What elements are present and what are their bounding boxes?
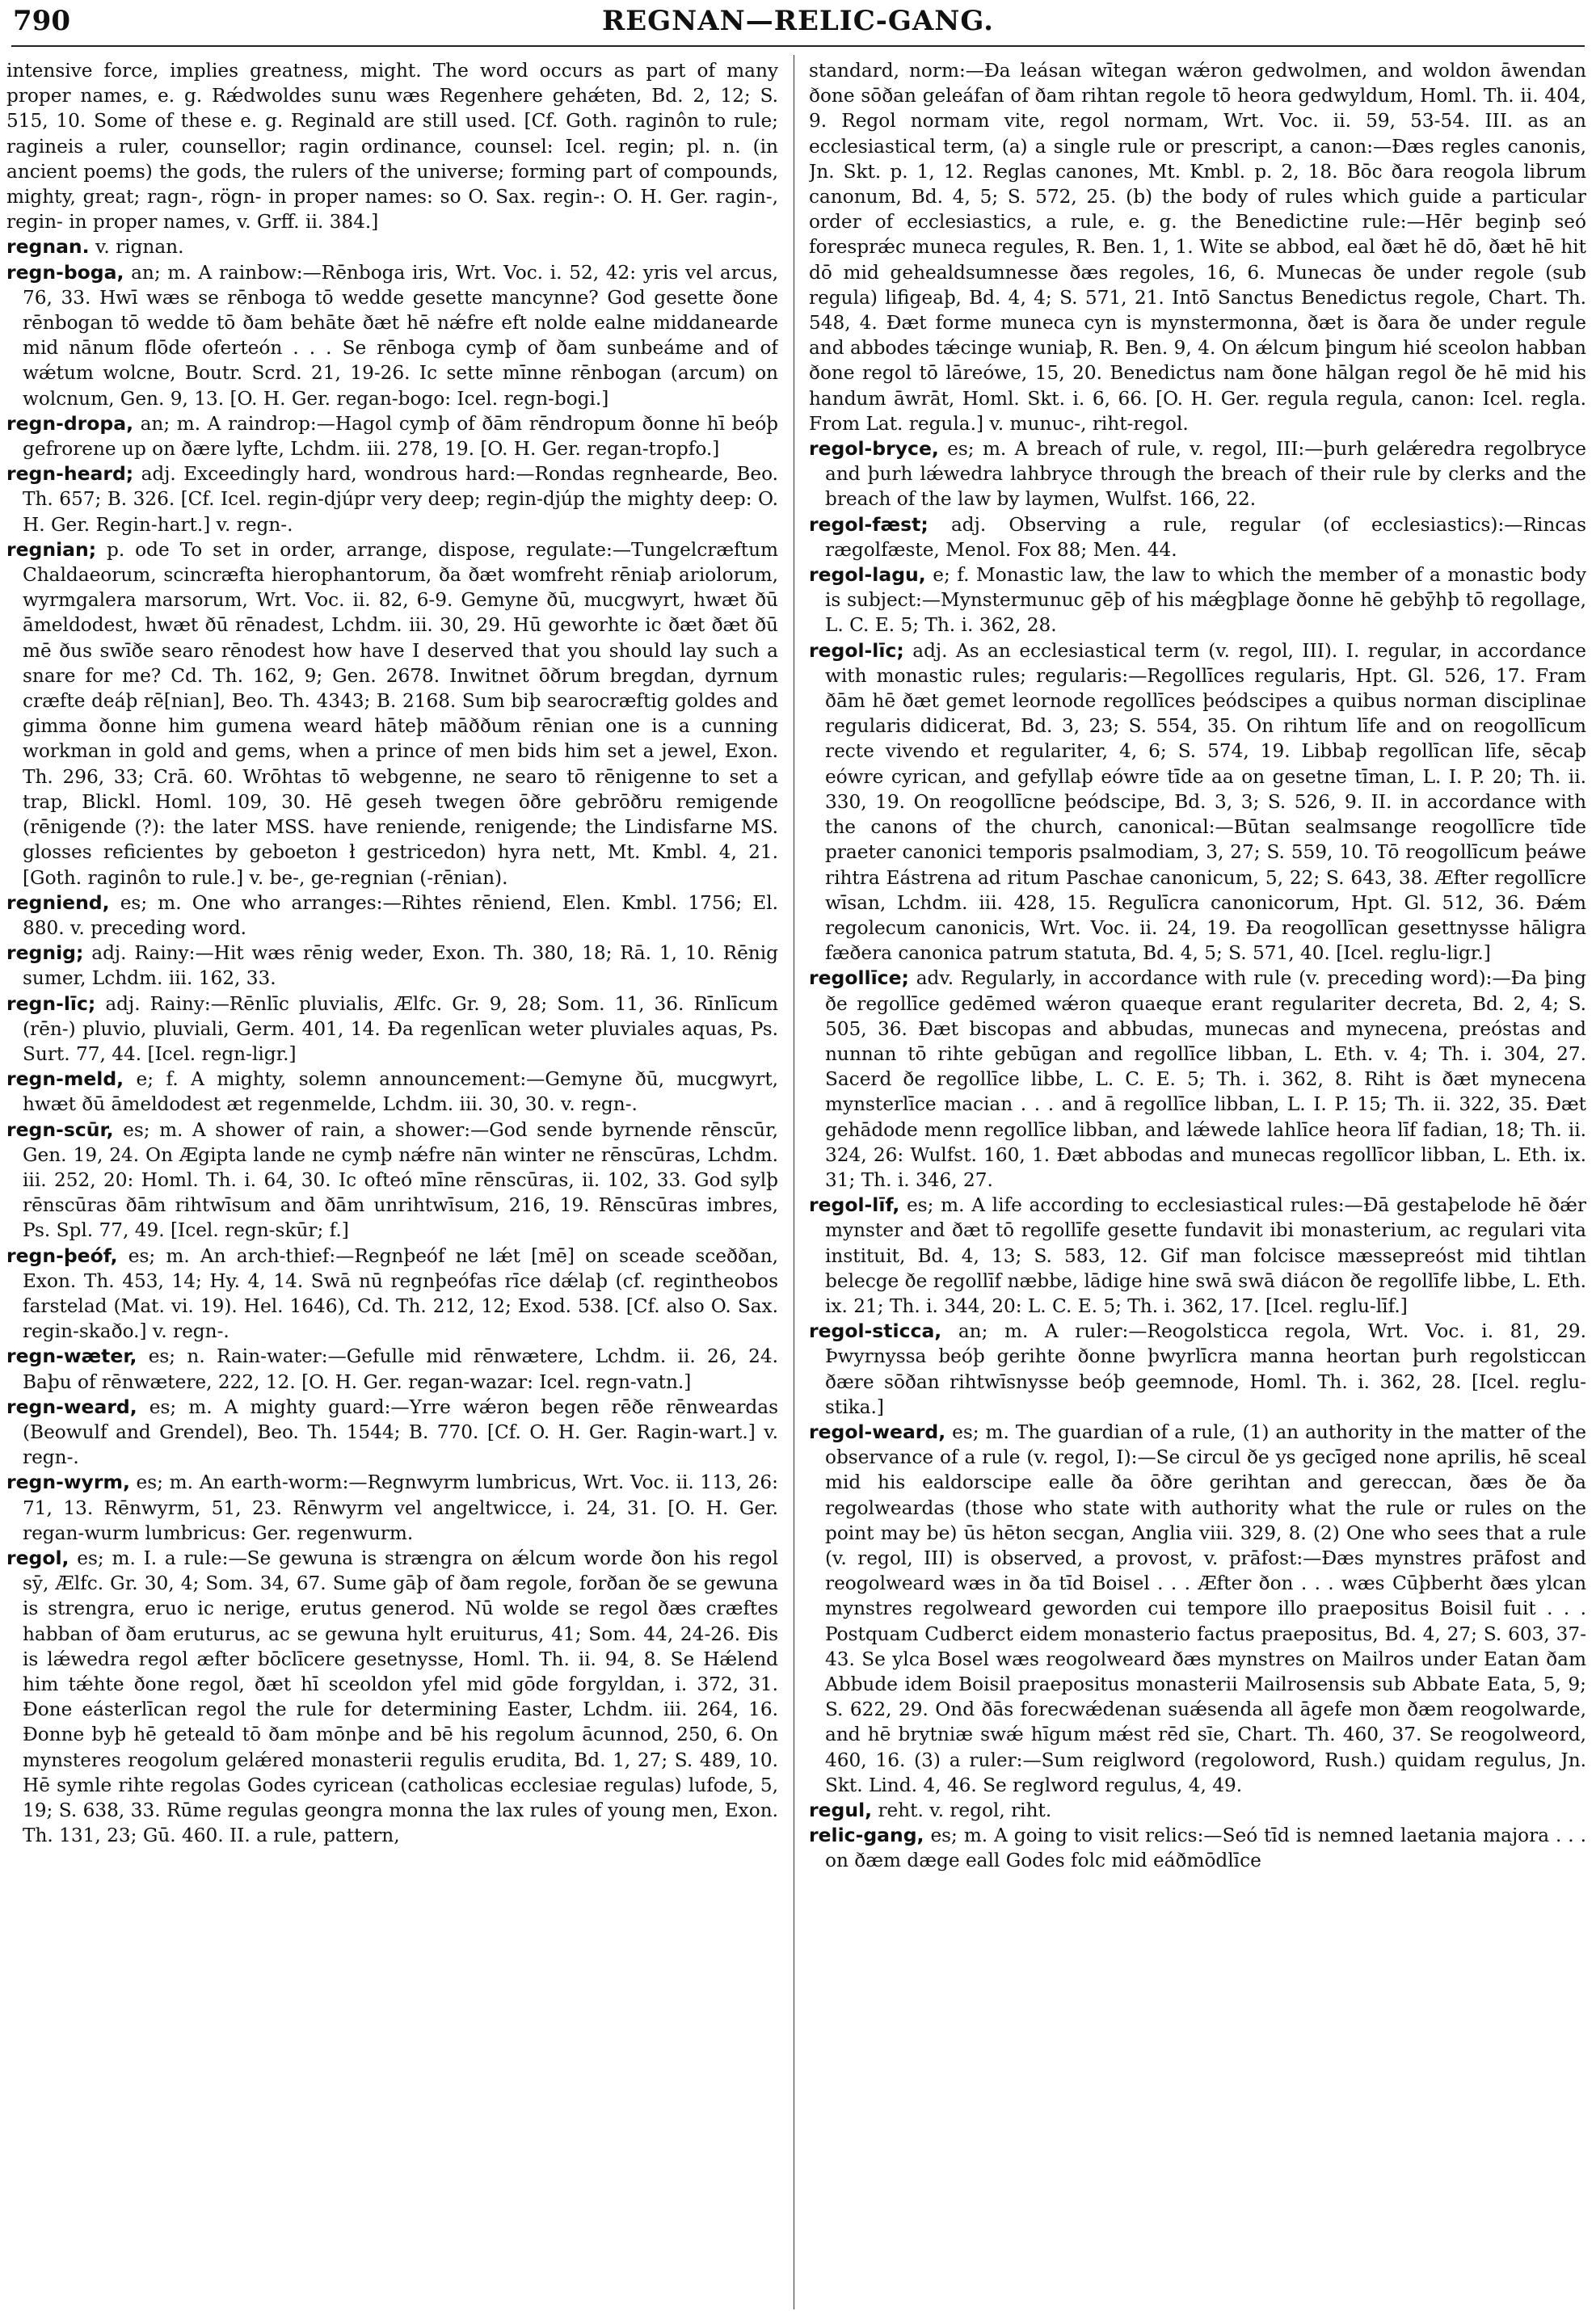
entry-headword: regn-wæter, <box>6 1345 137 1368</box>
entry-definition: an; m. A rainbow:—Rēnboga iris, Wrt. Voc. i. 52, 42: yris vel arcus, 76, 33. Hwī wæs se rēnboga tō wedde gesette mancynne? God gesette ðone rēnbogan tō wedde tō ðam behāte ðæt hē nǽfre eft nolde ealne middanearde mid nānum flōde oferteón . . . Se rēnboga cymþ of ðam sunbeáme and of wǽtum wolcne, Boutr. Scrd. 21, 19-26. Ic sette mīnne rēnbogan (arcum) on wolcnum, Gen. 9, 13. [O. H. Ger. regan-bogo: Icel. regn-bogi.] <box>23 261 778 410</box>
entry-headword: regol-sticca, <box>809 1320 942 1343</box>
entry-definition: es; m. A mighty guard:—Yrre wǽron begen rēðe rēnweardas (Beowulf and Grendel), Beo. Th. 1544; B. 770. [Cf. O. H. Ger. Ragin-wart.] v. regn-. <box>23 1395 778 1469</box>
entry-definition: an; m. A ruler:—Reogolsticca regola, Wrt. Voc. i. 81, 29. Þwyrnyssa beóþ gerihte ðonne þwyrlīcra manna heortan þurh regolsticcan ðære sōðan rihtwīsnysse beóþ geemnode, Homl. Th. i. 362, 28. [Icel. reglu-stika.] <box>825 1320 1586 1418</box>
entry-definition: es; m. I. a rule:—Se gewuna is strængra on ǽlcum worde ðon his regol sȳ, Ælfc. Gr. 30, 4; Som. 34, 67. Sume gāþ of ðam regole, forðan ðe se gewuna is strengra, eruo ic nerige, erutus generod. Nū wolde se regol ðæs cræftes habban of ðam eruturus, ac se gewuna hylt eruiturus, 41; Som. 44, 24-26. Ðis is lǽwedra regol æfter bōclīcere gesetnysse, Homl. Th. ii. 94, 8. Se Hǽlend him tǽhte ðone regol, ðæt hī sceoldon yfel mid gōde forgyldan, i. 372, 31. Ðone eásterlīcan regol the rule for determining Easter, Lchdm. iii. 264, 16. Ðonne byþ hē geteald tō ðam mōnþe and bē his regolum ācunnod, 250, 6. On mynsteres reogolum gelǽred monasterii regulis erudita, Bd. 1, 27; S. 489, 10. Hē symle rihte regolas Godes cyricean (catholicas ecclesiae regulas) lufode, 5, 19; S. 638, 33. Rūme regulas geongra monna the lax rules of young men, Exon. Th. 131, 23; Gū. 460. II. a rule, pattern, <box>23 1547 778 1847</box>
dictionary-entry <box>6 1118 778 1244</box>
entry-definition: an; m. A raindrop:—Hagol cymþ of ðām rēndropum ðonne hī beóþ gefrorene up on ðære lyfte, Lchdm. iii. 278, 19. [O. H. Ger. regan-tropfo.] <box>23 412 778 461</box>
entry-headword: regnan. <box>6 235 90 259</box>
entry-headword: regol, <box>6 1546 69 1569</box>
entry-definition: adj. Rainy:—Hit wæs rēnig weder, Exon. Th. 380, 18; Rā. 1, 10. Rēnig sumer, Lchdm. iii. 162, 33. <box>23 942 778 990</box>
entry-definition: es; m. A going to visit relics:—Seó tīd is nemned laetania majora . . . on ðæm dæge eall Godes folc mid eáðmōdlīce <box>825 1825 1586 1872</box>
dictionary-entry <box>809 966 1586 1193</box>
entry-headword: relic-gang, <box>809 1824 924 1847</box>
dictionary-entry <box>809 1319 1586 1420</box>
page-header <box>13 5 1583 40</box>
dictionary-entry <box>6 1344 778 1394</box>
entry-definition: es; m. A breach of rule, v. regol, III:—þurh gelǽredra regolbryce and þurh lǽwedra lahbryce through the breach of their rule by clerks and the breach of the law by laymen, Wulfst. 166, 22. <box>825 438 1586 511</box>
entry-headword: regol-lagu, <box>809 563 926 587</box>
entry-definition: es; m. One who arranges:—Rihtes rēniend, Elen. Kmbl. 1756; El. 880. v. preceding word. <box>23 891 778 939</box>
dictionary-entry <box>6 1244 778 1345</box>
entry-headword: regol-fæst; <box>809 512 929 536</box>
header-rule <box>11 45 1585 47</box>
entry-headword: regn-boga, <box>6 260 124 284</box>
entry-headword: regn-heard; <box>6 462 134 486</box>
entry-definition: adj. Observing a rule, regular (of ecclesiastics):—Rincas rægolfæste, Menol. Fox 88; Men. 44. <box>825 513 1586 561</box>
dictionary-entry <box>809 1420 1586 1798</box>
dictionary-entry <box>6 1067 778 1117</box>
entry-headword: regn-wyrm, <box>6 1471 130 1494</box>
entry-definition: es; n. Rain-water:—Gefulle mid rēnwætere, Lchdm. ii. 26, 24. Baþu of rēnwætere, 222, 12. [O. H. Ger. regan-wazar: Icel. regn-vatn.] <box>23 1345 778 1393</box>
entry-definition: adv. Regularly, in accordance with rule (v. preceding word):—Ða þing ðe regollīce gedēmed wǽron quaeque erant regulariter decreta, Bd. 2, 4; S. 505, 36. Ðæt biscopas and abbudas, munecas and mynecena, preóstas and nunnan tō rihte gebūgan and regollīce libban, L. Eth. v. 4; Th. i. 304, 27. Sacerd ðe regollīce libbe, L. C. E. 5; Th. i. 362, 8. Riht is ðæt mynecena mynsterlīce macian . . . and ā regollīce libban, L. I. P. 15; Th. ii. 322, 35. Ðæt gehādode menn regollīce libban, and lǽwede lahlīce heora līf fadian, 18; Th. ii. 324, 26: Wulfst. 160, 1. Ðæt abbodas and munecas regollīcor libban, L. Eth. ix. 31; Th. i. 346, 27. <box>825 967 1586 1191</box>
entry-headword: regul, <box>809 1799 873 1822</box>
dictionary-entry <box>6 537 778 890</box>
entry-headword: regniend, <box>6 890 110 914</box>
entry-headword: regn-dropa, <box>6 411 133 435</box>
dictionary-entry <box>6 1395 778 1471</box>
entry-definition: adj. Exceedingly hard, wondrous hard:—Rondas regnhearde, Beo. Th. 657; B. 326. [Cf. Icel. regin-djúpr very deep; regin-djúp the mighty deep: O. H. Ger. Regin-hart.] v. regn-. <box>23 463 778 536</box>
dictionary-entry <box>6 991 778 1067</box>
entry-definition: standard, norm:—Ða leásan wītegan wǽron gedwolmen, and woldon āwendan ðone sōðan geleáfan of ðam rihtan regole tō heora gedwyldum, Homl. Th. ii. 404, 9. Regol normam vite, regol normam, Wrt. Voc. ii. 59, 53-54. III. as an ecclesiastical term, (a) a single rule or prescript, a canon:—Ðæs regles canonis, Jn. Skt. p. 1, 12. Reglas canones, Mt. Kmbl. p. 2, 18. Bōc ðara reogola librum canonum, Bd. 4, 5; S. 572, 25. (b) the body of rules which guide a particular order of ecclesiastics, a rule, e. g. the Benedictine rule:—Hēr beginþ seó foresprǽc muneca regules, R. Ben. 1, 1. Wite se abbod, eal ðæt hē dō, ðæt hē hit dō mid gehealdsumnesse ðæs regoles, 16, 6. Munecas ðe under regole (sub regula) lifigeaþ, Bd. 4, 4; S. 571, 21. Intō Sanctus Benedictus regole, Chart. Th. 548, 4. Ðæt forme muneca cyn is mynstermonna, ðæt is ðara ðe under regule and abbodes tǽcinge wuniaþ, R. Ben. 9, 4. On ǽlcum þingum hié sceolon habban ðone regol tō lāreówe, 15, 20. Benedictus nam ðone hālgan regol ðe hē mid his handum āwrāt, Homl. Skt. i. 6, 66. [O. H. Ger. regula regula, canon: Icel. regla. From Lat. regula.] v. munuc-, riht-regol. <box>809 60 1586 435</box>
dictionary-entry <box>6 234 778 259</box>
entry-headword: regol-bryce, <box>809 437 939 461</box>
left-column <box>6 58 778 2305</box>
dictionary-entry <box>809 562 1586 638</box>
entry-headword: regollīce; <box>809 966 909 990</box>
entry-definition: reht. v. regol, riht. <box>878 1800 1052 1822</box>
entry-definition: v. rignan. <box>95 236 184 259</box>
entry-headword: regol-līf, <box>809 1193 900 1217</box>
entry-definition: intensive force, implies greatness, might. The word occurs as part of many proper names, e. g. Rǽdwoldes sunu wæs Regenhere gehǽten, Bd. 2, 12; S. 515, 10. Some of these e. g. Reginald are still used. [Cf. Goth. raginôn to rule; ragineis a ruler, counsellor; ragin ordinance, counsel: Icel. regin; pl. n. (in ancient poems) the gods, the rulers of the universe; forming part of compounds, mighty, great; ragn-, rögn- in proper names: so O. Sax. regin-: O. H. Ger. ragin-, regin- in proper names, v. Grff. ii. 384.] <box>6 60 778 234</box>
dictionary-entry <box>6 58 778 234</box>
dictionary-entry <box>6 1546 778 1848</box>
entry-headword: regn-weard, <box>6 1395 137 1418</box>
entry-headword: regol-weard, <box>809 1420 946 1443</box>
running-head: REGNAN—RELIC-GANG. <box>601 5 995 37</box>
entry-headword: regn-scūr, <box>6 1118 114 1141</box>
dictionary-entry <box>809 436 1586 512</box>
entry-definition: es; m. The guardian of a rule, (1) an authority in the matter of the observance of a rule (v. regol, I):—Se circul ðe ys gecīged none aprilis, hē sceal mid his ealdorscipe ealle ða ōðre gerihtan and gereccan, ðæs ðe ða regolweardas (those who state with authority what the rule or rules on the point may be) ūs hēton secgan, Anglia viii. 329, 8. (2) One who sees that a rule (v. regol, III) is observed, a provost, v. prāfost:—Ðæs mynstres prāfost and reogolweard wæs in ða tīd Boisel . . . Æfter ðon . . . wæs Cūþberht ðæs ylcan mynstres regolweard geworden cui tempore illo praepositus Boisil fuit . . . Postquam Cudberct eidem monasterio factus praepositus, Bd. 4, 27; S. 603, 37-43. Se ylca Bosel wæs reogolweard ðæs mynstres on Mailros under Eatan ðam Abbude idem Boisil praepositus monasterii Mailrosensis sub Abbate Eata, 5, 9; S. 622, 29. Ond ðās forecwǽdenan suǽsenda all āgefe mon ðæm reogolwarde, and hē brytniæ swǽ hīgum mǽst rēd sīe, Chart. Th. 460, 37. Se reogolweord, 460, 16. (3) a ruler:—Sum reiglword (regoloword, Rush.) quidam regulus, Jn. Skt. Lind. 4, 46. Se reglword regulus, 4, 49. <box>825 1421 1586 1796</box>
dictionary-entry <box>809 1798 1586 1823</box>
entry-definition: adj. As an ecclesiastical term (v. regol, III). I. regular, in accordance with monastic rules; regularis:—Regollīces regularis, Hpt. Gl. 526, 17. Fram ðām hē ðæt gemet leornode regollīces þeódscipes a quibus norman disciplinae regularis didicerat, Bd. 3, 23; S. 554, 35. On rihtum līfe and on reogollīcum recte vivendo et regulariter, 4, 6; S. 574, 19. Libbaþ regollīcan līfe, sēcaþ eówre cyrican, and gefyllaþ eówre tīde aa on gesetne tīman, L. I. P. 20; Th. ii. 330, 19. On reogollīcne þeódscipe, Bd. 3, 3; S. 526, 9. II. in accordance with the canons of the church, canonical:—Būtan sealmsange reogollīcre tīde praeter canonici temporis psalmodiam, 3, 27; S. 559, 10. Tō reogollīcum þeáwe rihtra Eástrena ad ritum Paschae canonicum, 5, 22; S. 643, 38. Æfter regollīcre wīsan, Lchdm. iii. 428, 15. Regulīcra canonicorum, Hpt. Gl. 512, 36. Ðǽm regolecum canonicis, Wrt. Voc. ii. 24, 19. Ða reogollīcan gesettnysse hāligra fæðera canonica patrum statuta, Bd. 4, 5; S. 571, 40. [Icel. reglu-ligr.] <box>825 639 1586 965</box>
dictionary-entry <box>6 890 778 941</box>
entry-definition: es; m. A shower of rain, a shower:—God sende byrnende rēnscūr, Gen. 19, 24. On Ægipta lande ne cymþ nǽfre nān winter ne rēnscūras, Lchdm. iii. 252, 20: Homl. Th. i. 64, 30. Ic ofteó mīne rēnscūras, ii. 102, 33. God sylþ rēnscūras ðām rihtwīsum and ðām unrihtwīsum, 216, 19. Rēnscūras imbres, Ps. Spl. 77, 49. [Icel. regn-skūr; f.] <box>23 1118 778 1242</box>
right-column <box>809 58 1586 2305</box>
dictionary-entry <box>6 461 778 537</box>
dictionary-entry <box>809 58 1586 436</box>
entry-definition: e; f. A mighty, solemn announcement:—Gemyne ðū, mucgwyrt, hwæt ðū āmeldodest æt regenmelde, Lchdm. iii. 30, 30. v. regn-. <box>23 1068 778 1116</box>
entry-headword: regnig; <box>6 941 84 965</box>
dictionary-entry <box>809 638 1586 966</box>
entry-definition: es; m. A life according to ecclesiastical rules:—Ðā gestaþelode hē ðǽr mynster and ðæt tō regollīfe gesette fundavit ibi monasterium, ac regulari vita instituit, Bd. 4, 13; S. 583, 12. Gif man folcisce mæssepreóst mid tihtlan belecge ðe regollīf næbbe, lādige hine swā swā diácon ðe regollīfe libbe, L. Eth. ix. 21; Th. i. 344, 20: L. C. E. 5; Th. i. 362, 17. [Icel. reglu-līf.] <box>825 1194 1586 1317</box>
dictionary-entry <box>809 512 1586 562</box>
entry-definition: e; f. Monastic law, the law to which the member of a monastic body is subject:—Mynstermunuc gēþ of his mǽgþlage ðonne hē gebȳhþ tō regollage, L. C. E. 5; Th. i. 362, 28. <box>825 564 1586 637</box>
dictionary-entry <box>6 260 778 411</box>
entry-headword: regn-þeóf, <box>6 1244 118 1267</box>
dictionary-entry <box>809 1823 1586 1873</box>
entry-definition: adj. Rainy:—Rēnlīc pluvialis, Ælfc. Gr. 9, 28; Som. 11, 36. Rīnlīcum (rēn-) pluvio, pluviali, Germ. 401, 14. Ða regenlīcan weter pluviales aquas, Ps. Surt. 77, 44. [Icel. regn-ligr.] <box>23 992 778 1065</box>
entry-definition: es; m. An arch-thief:—Regnþeóf ne lǽt [mē] on sceade sceððan, Exon. Th. 453, 14; Hy. 4, 14. Swā nū regnþeófas rīce dǽlaþ (cf. regintheobos farstelad (Mat. vi. 19). Hel. 1646), Cd. Th. 212, 12; Exod. 538. [Cf. also O. Sax. regin-skaðo.] v. regn-. <box>23 1244 778 1343</box>
dictionary-entry <box>6 941 778 991</box>
entry-definition: p. ode To set in order, arrange, dispose, regulate:—Tungelcræftum Chaldaeorum, scincræfta hierophantorum, ða ðæt womfreht rēniaþ ariolorum, wyrmgalera marsorum, Wrt. Voc. ii. 82, 6-9. Gemyne ðū, mucgwyrt, hwæt ðū āmeldodest, hwæt ðū rēnadest, Lchdm. iii. 30, 29. Hū geworhte ic ðæt ðæt ðū mē ðus swīðe searo rēnodest how have I deserved that you should lay such a snare for me? Cd. Th. 162, 9; Gen. 2678. Inwitnet ōðrum bregdan, dyrnum cræfte deáþ rē[nian], Beo. Th. 4343; B. 2168. Sum biþ searocræftig goldes and gimma ðonne him gumena weard hāteþ māððum rēnian one is a cunning workman in gold and gems, when a prince of men bids him set a jewel, Exon. Th. 296, 33; Crā. 60. Wrōhtas tō webgenne, ne searo tō rēnigenne to set a trap, Blickl. Homl. 109, 30. Hē geseh twegen ōðre gebrōðru remigende (rēnigende (?): the later MSS. have reniende, renigende; the Lindisfarne MS. glosses reficientes by geboeton ł gestricedon) hyra nett, Mt. Kmbl. 4, 21. [Goth. raginôn to rule.] v. be-, ge-regnian (-rēnian). <box>23 538 778 889</box>
entry-headword: regnian; <box>6 537 97 561</box>
entry-headword: regn-meld, <box>6 1067 124 1091</box>
entry-definition: es; m. An earth-worm:—Regnwyrm lumbricus, Wrt. Voc. ii. 113, 26: 71, 13. Rēnwyrm, 51, 23. Rēnwyrm vel angeltwicce, i. 24, 31. [O. H. Ger. regan-wurm lumbricus: Ger. regenwurm. <box>23 1471 778 1544</box>
page-number: 790 <box>13 5 70 37</box>
entry-headword: regol-līc; <box>809 638 904 662</box>
dictionary-entry <box>6 1470 778 1546</box>
dictionary-entry <box>809 1193 1586 1319</box>
dictionary-entry <box>6 411 778 461</box>
entry-headword: regn-līc; <box>6 991 96 1015</box>
